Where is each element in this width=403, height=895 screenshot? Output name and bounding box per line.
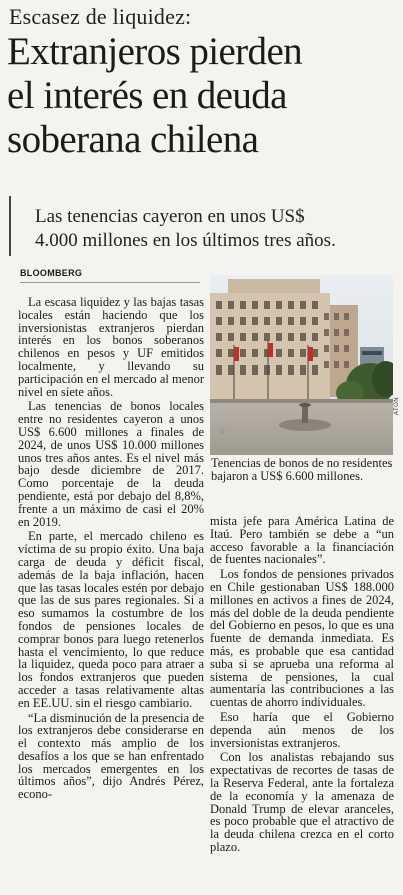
headline-line: el interés en deuda [7, 74, 287, 117]
caption-line: bajaron a US$ 6.600 millones. [211, 469, 364, 483]
photo-credit: ATON [394, 396, 400, 415]
deck-line: 4.000 millones en los últimos tres años. [35, 230, 336, 251]
body-column-2 [210, 515, 394, 856]
deck-text [35, 205, 395, 253]
news-photo [210, 275, 393, 455]
paragraph: En parte, el mercado chileno es víctima de su propio éxito. Una baja carga de deuda y déficit fiscal, además de la baja inflación, hacen que las tasas locales estén por debajo que las de sus pares regionales. Si a eso sumamos la costumbre de los fondos de pensiones locales de comprar bonos para luego retenerlos hasta el vencimiento, lo que reduce la liquidez, queda poco para atraer a los fondos extranjeros que pueden acceder a tasas relativamente altas en EE.UU. sin el riesgo cambiario. [18, 529, 204, 710]
paragraph: Con los analistas rebajando sus expectativas de recortes de tasas de la Reserva Federal, ante la fortaleza de la economía y la amenaza de Donald Trump de elevar aranceles, es poco probable que el atractivo de la deuda chilena crezca en el corto plazo. [210, 750, 394, 854]
deck-line: Las tenencias cayeron en unos US$ [35, 206, 305, 227]
byline: BLOOMBERG [20, 268, 83, 278]
building-photo-illustration [210, 275, 393, 455]
deck [9, 196, 403, 256]
paragraph: “La disminución de la presencia de los extranjeros debe considerarse en el contexto más amplio de los desafíos a los que se han enfrentado los mercados emergentes en los últimos años”, dijo Andrés Pérez, econo- [18, 710, 204, 802]
body-column-1 [18, 296, 204, 803]
paragraph: Eso haría que el Gobierno dependa aún menos de los inversionistas extranjeros. [210, 709, 394, 750]
byline-rule [20, 282, 200, 283]
headline-line: Extranjeros pierden [7, 30, 303, 73]
headline-line: soberana chilena [7, 118, 259, 161]
paragraph: La escasa liquidez y las bajas tasas locales están haciendo que los inversionistas extranjeros pierdan interés en los bonos soberanos chilenos en pesos y UF emitidos localmente, y llevando su participación en el mercado al menor nivel en siete años. [18, 295, 204, 399]
paragraph: Las tenencias de bonos locales entre no residentes cayeron a unos US$ 6.600 millones a finales de 2024, de unos US$ 10.000 millones unos tres años antes. Es el nivel más bajo desde diciembre de 2017. Como porcentaje de la deuda pendiente, está por debajo del 8,8%, frente a un máximo de casi el 20% en 2019. [18, 399, 204, 529]
paragraph-continued: mista jefe para América Latina de Itaú. Pero también se debe a “un acceso favorable a la financiación de fuentes nacionales”. [210, 514, 394, 567]
paragraph: Los fondos de pensiones privados en Chile gestionaban US$ 188.000 millones en activos a fines de 2024, más del doble de la deuda pendiente del Gobierno en pesos, lo que es una fuente de demanda inmediata. Es más, es probable que esa cantidad suba si se aprueba una reforma al sistema de pensiones, la cual aumentaría las contribuciones a las cuentas de ahorro individuales. [210, 567, 394, 710]
caption-line: Tenencias de bonos de no residentes [211, 456, 393, 470]
kicker: Escasez de liquidez: [9, 4, 192, 29]
headline [7, 30, 399, 162]
photo-caption [211, 457, 395, 483]
